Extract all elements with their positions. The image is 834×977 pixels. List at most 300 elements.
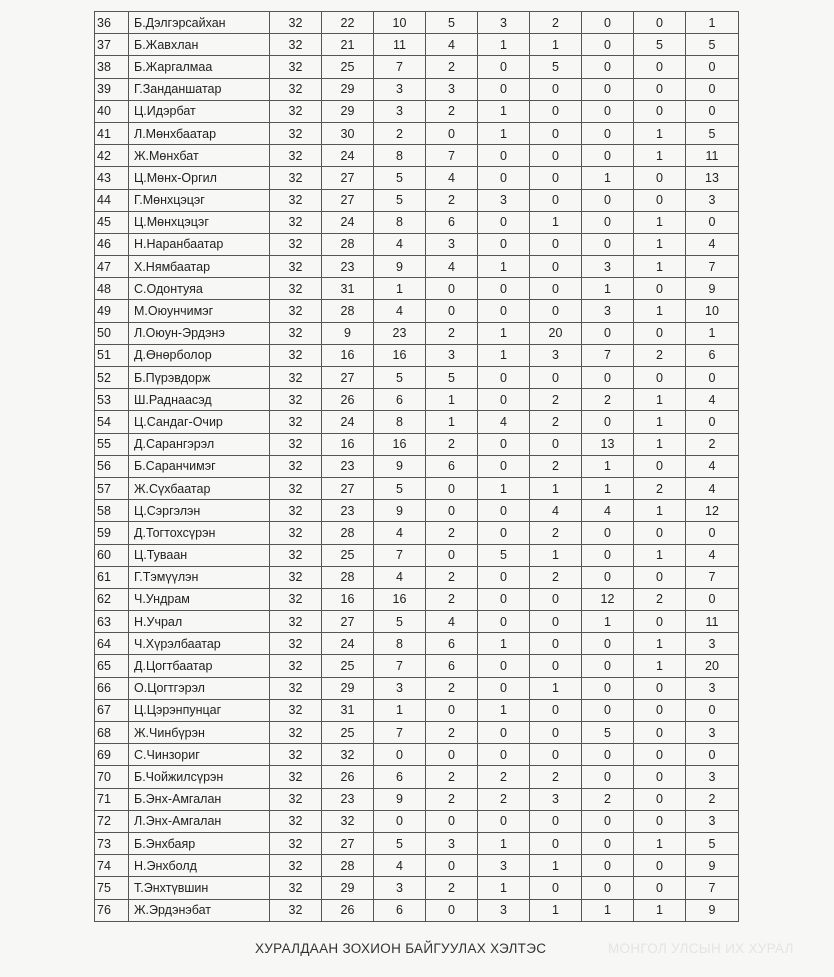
value-cell: 0 bbox=[530, 189, 582, 211]
value-cell: 5 bbox=[634, 34, 686, 56]
value-cell: 0 bbox=[478, 611, 530, 633]
value-cell: 32 bbox=[270, 899, 322, 921]
value-cell: 2 bbox=[634, 588, 686, 610]
row-number-cell: 65 bbox=[95, 655, 129, 677]
value-cell: 0 bbox=[374, 744, 426, 766]
row-number-cell: 70 bbox=[95, 766, 129, 788]
row-number-cell: 36 bbox=[95, 12, 129, 34]
value-cell: 3 bbox=[374, 677, 426, 699]
table-row bbox=[95, 389, 739, 411]
value-cell: 21 bbox=[322, 34, 374, 56]
value-cell: 0 bbox=[582, 100, 634, 122]
value-cell: 2 bbox=[530, 455, 582, 477]
value-cell: 1 bbox=[634, 211, 686, 233]
value-cell: 2 bbox=[686, 788, 739, 810]
row-number-cell: 53 bbox=[95, 389, 129, 411]
value-cell: 0 bbox=[530, 256, 582, 278]
value-cell: 32 bbox=[270, 877, 322, 899]
value-cell: 0 bbox=[686, 588, 739, 610]
value-cell: 1 bbox=[634, 544, 686, 566]
value-cell: 0 bbox=[582, 145, 634, 167]
row-number-cell: 66 bbox=[95, 677, 129, 699]
value-cell: 3 bbox=[530, 788, 582, 810]
value-cell: 32 bbox=[322, 744, 374, 766]
value-cell: 23 bbox=[322, 256, 374, 278]
table-row bbox=[95, 877, 739, 899]
value-cell: 4 bbox=[426, 611, 478, 633]
value-cell: 32 bbox=[322, 810, 374, 832]
value-cell: 2 bbox=[530, 566, 582, 588]
value-cell: 0 bbox=[530, 278, 582, 300]
value-cell: 0 bbox=[582, 233, 634, 255]
value-cell: 1 bbox=[634, 300, 686, 322]
value-cell: 1 bbox=[530, 899, 582, 921]
value-cell: 5 bbox=[426, 12, 478, 34]
value-cell: 0 bbox=[634, 788, 686, 810]
value-cell: 28 bbox=[322, 855, 374, 877]
value-cell: 0 bbox=[530, 699, 582, 721]
value-cell: 2 bbox=[530, 12, 582, 34]
member-name-cell: Ч.Хүрэлбаатар bbox=[129, 633, 270, 655]
value-cell: 0 bbox=[634, 810, 686, 832]
value-cell: 27 bbox=[322, 477, 374, 499]
value-cell: 5 bbox=[478, 544, 530, 566]
table-row bbox=[95, 588, 739, 610]
value-cell: 0 bbox=[582, 810, 634, 832]
value-cell: 23 bbox=[322, 455, 374, 477]
row-number-cell: 71 bbox=[95, 788, 129, 810]
value-cell: 26 bbox=[322, 389, 374, 411]
value-cell: 0 bbox=[582, 122, 634, 144]
member-name-cell: Л.Оюун-Эрдэнэ bbox=[129, 322, 270, 344]
member-name-cell: Б.Чойжилсүрэн bbox=[129, 766, 270, 788]
value-cell: 4 bbox=[530, 500, 582, 522]
value-cell: 11 bbox=[686, 145, 739, 167]
table-row bbox=[95, 655, 739, 677]
value-cell: 12 bbox=[582, 588, 634, 610]
value-cell: 1 bbox=[530, 855, 582, 877]
value-cell: 1 bbox=[634, 899, 686, 921]
value-cell: 0 bbox=[478, 211, 530, 233]
value-cell: 3 bbox=[426, 78, 478, 100]
value-cell: 0 bbox=[686, 78, 739, 100]
value-cell: 5 bbox=[686, 832, 739, 854]
table-row bbox=[95, 56, 739, 78]
value-cell: 0 bbox=[426, 744, 478, 766]
member-name-cell: Б.Жавхлан bbox=[129, 34, 270, 56]
value-cell: 0 bbox=[478, 566, 530, 588]
value-cell: 7 bbox=[374, 722, 426, 744]
value-cell: 0 bbox=[686, 367, 739, 389]
row-number-cell: 59 bbox=[95, 522, 129, 544]
table-row bbox=[95, 278, 739, 300]
value-cell: 0 bbox=[686, 522, 739, 544]
value-cell: 32 bbox=[270, 100, 322, 122]
value-cell: 1 bbox=[478, 699, 530, 721]
value-cell: 0 bbox=[426, 810, 478, 832]
table-row bbox=[95, 256, 739, 278]
value-cell: 3 bbox=[426, 832, 478, 854]
value-cell: 2 bbox=[426, 56, 478, 78]
value-cell: 25 bbox=[322, 722, 374, 744]
table-row bbox=[95, 100, 739, 122]
value-cell: 0 bbox=[582, 78, 634, 100]
value-cell: 16 bbox=[322, 588, 374, 610]
value-cell: 7 bbox=[686, 256, 739, 278]
value-cell: 7 bbox=[374, 655, 426, 677]
value-cell: 0 bbox=[582, 189, 634, 211]
value-cell: 0 bbox=[478, 455, 530, 477]
value-cell: 28 bbox=[322, 566, 374, 588]
value-cell: 6 bbox=[426, 633, 478, 655]
table-row bbox=[95, 189, 739, 211]
value-cell: 5 bbox=[374, 367, 426, 389]
value-cell: 32 bbox=[270, 167, 322, 189]
value-cell: 0 bbox=[530, 588, 582, 610]
value-cell: 9 bbox=[322, 322, 374, 344]
member-name-cell: Н.Учрал bbox=[129, 611, 270, 633]
member-name-cell: Х.Нямбаатар bbox=[129, 256, 270, 278]
value-cell: 0 bbox=[478, 522, 530, 544]
value-cell: 2 bbox=[426, 677, 478, 699]
row-number-cell: 62 bbox=[95, 588, 129, 610]
value-cell: 0 bbox=[634, 877, 686, 899]
value-cell: 3 bbox=[582, 300, 634, 322]
value-cell: 25 bbox=[322, 655, 374, 677]
value-cell: 3 bbox=[374, 78, 426, 100]
member-name-cell: Ц.Идэрбат bbox=[129, 100, 270, 122]
attendance-table bbox=[94, 11, 739, 922]
value-cell: 26 bbox=[322, 899, 374, 921]
value-cell: 24 bbox=[322, 211, 374, 233]
value-cell: 0 bbox=[530, 633, 582, 655]
row-number-cell: 41 bbox=[95, 122, 129, 144]
value-cell: 5 bbox=[686, 34, 739, 56]
value-cell: 1 bbox=[634, 655, 686, 677]
value-cell: 0 bbox=[582, 655, 634, 677]
value-cell: 24 bbox=[322, 633, 374, 655]
value-cell: 1 bbox=[582, 477, 634, 499]
value-cell: 0 bbox=[686, 744, 739, 766]
value-cell: 4 bbox=[426, 167, 478, 189]
value-cell: 0 bbox=[478, 56, 530, 78]
row-number-cell: 37 bbox=[95, 34, 129, 56]
member-name-cell: Д.Сарангэрэл bbox=[129, 433, 270, 455]
value-cell: 7 bbox=[582, 344, 634, 366]
value-cell: 0 bbox=[634, 322, 686, 344]
value-cell: 20 bbox=[530, 322, 582, 344]
value-cell: 0 bbox=[530, 122, 582, 144]
value-cell: 25 bbox=[322, 544, 374, 566]
value-cell: 0 bbox=[634, 12, 686, 34]
value-cell: 23 bbox=[322, 788, 374, 810]
value-cell: 3 bbox=[374, 877, 426, 899]
value-cell: 0 bbox=[426, 855, 478, 877]
value-cell: 32 bbox=[270, 389, 322, 411]
value-cell: 32 bbox=[270, 56, 322, 78]
value-cell: 0 bbox=[530, 810, 582, 832]
value-cell: 25 bbox=[322, 56, 374, 78]
row-number-cell: 75 bbox=[95, 877, 129, 899]
value-cell: 3 bbox=[530, 344, 582, 366]
member-name-cell: Ц.Сэргэлэн bbox=[129, 500, 270, 522]
value-cell: 4 bbox=[374, 300, 426, 322]
value-cell: 7 bbox=[374, 56, 426, 78]
row-number-cell: 60 bbox=[95, 544, 129, 566]
value-cell: 0 bbox=[478, 367, 530, 389]
value-cell: 0 bbox=[530, 655, 582, 677]
value-cell: 32 bbox=[270, 300, 322, 322]
value-cell: 0 bbox=[530, 832, 582, 854]
member-name-cell: М.Оюунчимэг bbox=[129, 300, 270, 322]
member-name-cell: Г.Занданшатар bbox=[129, 78, 270, 100]
value-cell: 7 bbox=[426, 145, 478, 167]
value-cell: 0 bbox=[478, 233, 530, 255]
row-number-cell: 50 bbox=[95, 322, 129, 344]
value-cell: 0 bbox=[478, 810, 530, 832]
value-cell: 5 bbox=[374, 611, 426, 633]
value-cell: 8 bbox=[374, 145, 426, 167]
table-row bbox=[95, 300, 739, 322]
table-row bbox=[95, 566, 739, 588]
value-cell: 0 bbox=[634, 278, 686, 300]
member-name-cell: О.Цогтгэрэл bbox=[129, 677, 270, 699]
value-cell: 0 bbox=[426, 544, 478, 566]
member-name-cell: Л.Энх-Амгалан bbox=[129, 810, 270, 832]
value-cell: 0 bbox=[478, 588, 530, 610]
value-cell: 32 bbox=[270, 788, 322, 810]
value-cell: 8 bbox=[374, 211, 426, 233]
value-cell: 28 bbox=[322, 300, 374, 322]
value-cell: 0 bbox=[686, 211, 739, 233]
value-cell: 0 bbox=[530, 433, 582, 455]
footer-department: ХУРАЛДААН ЗОХИОН БАЙГУУЛАХ ХЭЛТЭС bbox=[255, 941, 547, 956]
value-cell: 32 bbox=[270, 566, 322, 588]
table-row bbox=[95, 211, 739, 233]
row-number-cell: 57 bbox=[95, 477, 129, 499]
row-number-cell: 74 bbox=[95, 855, 129, 877]
table-row bbox=[95, 344, 739, 366]
value-cell: 32 bbox=[270, 278, 322, 300]
value-cell: 32 bbox=[270, 477, 322, 499]
value-cell: 3 bbox=[374, 100, 426, 122]
value-cell: 6 bbox=[426, 655, 478, 677]
member-name-cell: Ц.Сандаг-Очир bbox=[129, 411, 270, 433]
value-cell: 0 bbox=[478, 145, 530, 167]
value-cell: 32 bbox=[270, 522, 322, 544]
value-cell: 1 bbox=[478, 344, 530, 366]
member-name-cell: Б.Энх-Амгалан bbox=[129, 788, 270, 810]
value-cell: 32 bbox=[270, 344, 322, 366]
value-cell: 0 bbox=[582, 522, 634, 544]
value-cell: 9 bbox=[374, 256, 426, 278]
value-cell: 23 bbox=[322, 500, 374, 522]
value-cell: 32 bbox=[270, 145, 322, 167]
value-cell: 0 bbox=[530, 744, 582, 766]
value-cell: 32 bbox=[270, 766, 322, 788]
value-cell: 2 bbox=[582, 389, 634, 411]
value-cell: 0 bbox=[582, 544, 634, 566]
value-cell: 0 bbox=[686, 699, 739, 721]
value-cell: 0 bbox=[426, 699, 478, 721]
table-row bbox=[95, 855, 739, 877]
value-cell: 5 bbox=[686, 122, 739, 144]
value-cell: 22 bbox=[322, 12, 374, 34]
value-cell: 31 bbox=[322, 699, 374, 721]
table-row bbox=[95, 322, 739, 344]
value-cell: 13 bbox=[582, 433, 634, 455]
value-cell: 1 bbox=[478, 477, 530, 499]
value-cell: 0 bbox=[686, 100, 739, 122]
table-row bbox=[95, 34, 739, 56]
value-cell: 1 bbox=[530, 544, 582, 566]
value-cell: 32 bbox=[270, 455, 322, 477]
value-cell: 28 bbox=[322, 233, 374, 255]
value-cell: 0 bbox=[426, 477, 478, 499]
member-name-cell: Б.Саранчимэг bbox=[129, 455, 270, 477]
table-row bbox=[95, 411, 739, 433]
value-cell: 3 bbox=[686, 677, 739, 699]
value-cell: 0 bbox=[634, 522, 686, 544]
value-cell: 9 bbox=[686, 278, 739, 300]
value-cell: 1 bbox=[426, 389, 478, 411]
value-cell: 11 bbox=[374, 34, 426, 56]
value-cell: 32 bbox=[270, 211, 322, 233]
value-cell: 3 bbox=[478, 12, 530, 34]
value-cell: 16 bbox=[322, 433, 374, 455]
value-cell: 27 bbox=[322, 189, 374, 211]
value-cell: 0 bbox=[478, 167, 530, 189]
value-cell: 0 bbox=[634, 566, 686, 588]
member-name-cell: Г.Мөнхцэцэг bbox=[129, 189, 270, 211]
value-cell: 0 bbox=[478, 744, 530, 766]
value-cell: 4 bbox=[426, 256, 478, 278]
member-name-cell: Ц.Туваан bbox=[129, 544, 270, 566]
member-name-cell: Д.Тогтохсүрэн bbox=[129, 522, 270, 544]
value-cell: 5 bbox=[426, 367, 478, 389]
table-row bbox=[95, 722, 739, 744]
member-name-cell: Ц.Мөнхцэцэг bbox=[129, 211, 270, 233]
value-cell: 2 bbox=[634, 477, 686, 499]
table-row bbox=[95, 832, 739, 854]
value-cell: 0 bbox=[634, 699, 686, 721]
value-cell: 32 bbox=[270, 744, 322, 766]
table-row bbox=[95, 477, 739, 499]
table-row bbox=[95, 500, 739, 522]
value-cell: 2 bbox=[530, 522, 582, 544]
value-cell: 32 bbox=[270, 699, 322, 721]
value-cell: 2 bbox=[582, 788, 634, 810]
value-cell: 16 bbox=[322, 344, 374, 366]
value-cell: 0 bbox=[582, 832, 634, 854]
value-cell: 7 bbox=[686, 566, 739, 588]
table-row bbox=[95, 788, 739, 810]
value-cell: 2 bbox=[426, 322, 478, 344]
value-cell: 32 bbox=[270, 677, 322, 699]
member-name-cell: Л.Мөнхбаатар bbox=[129, 122, 270, 144]
value-cell: 0 bbox=[582, 677, 634, 699]
value-cell: 1 bbox=[478, 877, 530, 899]
value-cell: 0 bbox=[426, 300, 478, 322]
row-number-cell: 63 bbox=[95, 611, 129, 633]
table-row bbox=[95, 766, 739, 788]
member-name-cell: Д.Өнөрболор bbox=[129, 344, 270, 366]
row-number-cell: 39 bbox=[95, 78, 129, 100]
value-cell: 0 bbox=[426, 122, 478, 144]
value-cell: 7 bbox=[686, 877, 739, 899]
value-cell: 4 bbox=[686, 477, 739, 499]
value-cell: 6 bbox=[426, 211, 478, 233]
attendance-table-body bbox=[95, 12, 739, 922]
table-row bbox=[95, 699, 739, 721]
table-row bbox=[95, 810, 739, 832]
value-cell: 0 bbox=[686, 411, 739, 433]
value-cell: 1 bbox=[478, 633, 530, 655]
value-cell: 32 bbox=[270, 655, 322, 677]
value-cell: 6 bbox=[686, 344, 739, 366]
row-number-cell: 56 bbox=[95, 455, 129, 477]
value-cell: 5 bbox=[374, 477, 426, 499]
value-cell: 3 bbox=[426, 233, 478, 255]
value-cell: 28 bbox=[322, 522, 374, 544]
value-cell: 0 bbox=[634, 744, 686, 766]
member-name-cell: Ж.Сүхбаатар bbox=[129, 477, 270, 499]
value-cell: 6 bbox=[374, 766, 426, 788]
row-number-cell: 61 bbox=[95, 566, 129, 588]
table-row bbox=[95, 145, 739, 167]
row-number-cell: 42 bbox=[95, 145, 129, 167]
value-cell: 32 bbox=[270, 411, 322, 433]
value-cell: 5 bbox=[374, 832, 426, 854]
value-cell: 1 bbox=[634, 233, 686, 255]
value-cell: 0 bbox=[530, 78, 582, 100]
value-cell: 0 bbox=[478, 300, 530, 322]
member-name-cell: Ц.Цэрэнпунцаг bbox=[129, 699, 270, 721]
row-number-cell: 49 bbox=[95, 300, 129, 322]
row-number-cell: 58 bbox=[95, 500, 129, 522]
value-cell: 0 bbox=[634, 455, 686, 477]
row-number-cell: 51 bbox=[95, 344, 129, 366]
value-cell: 9 bbox=[686, 855, 739, 877]
value-cell: 2 bbox=[426, 189, 478, 211]
value-cell: 0 bbox=[582, 699, 634, 721]
value-cell: 4 bbox=[374, 522, 426, 544]
value-cell: 4 bbox=[374, 233, 426, 255]
value-cell: 0 bbox=[634, 677, 686, 699]
value-cell: 4 bbox=[686, 455, 739, 477]
member-name-cell: Ч.Ундрам bbox=[129, 588, 270, 610]
table-row bbox=[95, 12, 739, 34]
value-cell: 0 bbox=[634, 611, 686, 633]
row-number-cell: 43 bbox=[95, 167, 129, 189]
value-cell: 0 bbox=[582, 367, 634, 389]
value-cell: 32 bbox=[270, 588, 322, 610]
row-number-cell: 73 bbox=[95, 832, 129, 854]
row-number-cell: 55 bbox=[95, 433, 129, 455]
value-cell: 29 bbox=[322, 78, 374, 100]
value-cell: 0 bbox=[478, 433, 530, 455]
row-number-cell: 47 bbox=[95, 256, 129, 278]
value-cell: 0 bbox=[634, 189, 686, 211]
table-row bbox=[95, 78, 739, 100]
table-row bbox=[95, 122, 739, 144]
value-cell: 0 bbox=[530, 367, 582, 389]
value-cell: 1 bbox=[686, 322, 739, 344]
row-number-cell: 72 bbox=[95, 810, 129, 832]
member-name-cell: Б.Энхбаяр bbox=[129, 832, 270, 854]
value-cell: 2 bbox=[634, 344, 686, 366]
value-cell: 32 bbox=[270, 855, 322, 877]
